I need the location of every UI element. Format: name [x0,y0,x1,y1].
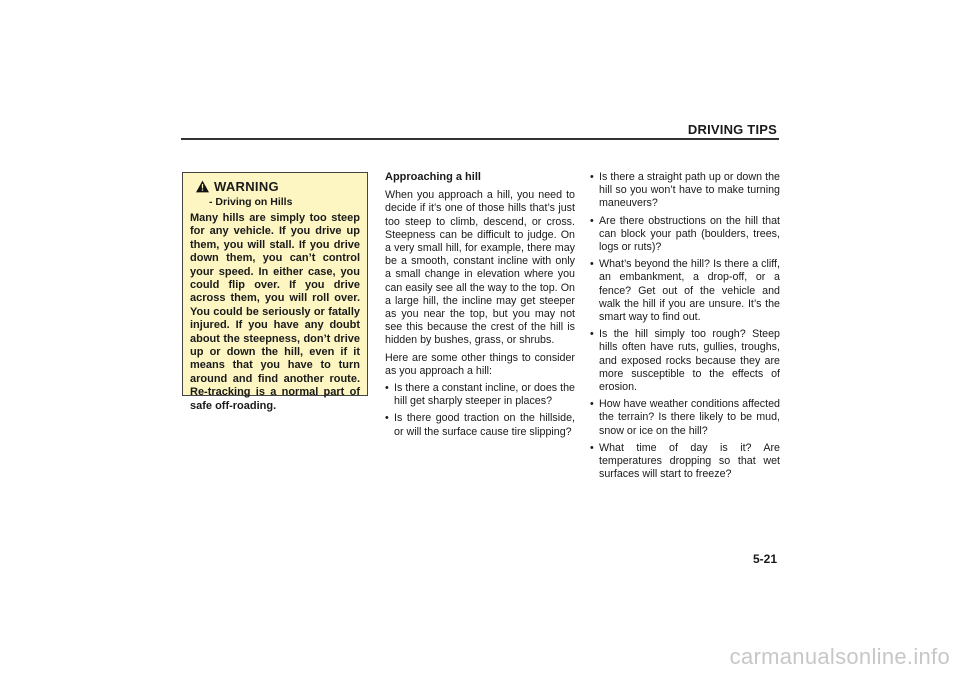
warning-header [196,179,361,194]
warning-subtitle: - Driving on Hills [209,196,293,208]
bullet-list [590,171,780,481]
warning-body: Many hills are simply too steep for any vehicle. If you drive up them, you will stall. If you drive down them, you can’t control your speed. In either case, you could flip over. If you drive across them, you will roll over. You could be seriously or fatally injured. If you have any doubt about the steepness, don’t drive up or down the hill, even if it means that you have to turn around and find another route. Re-tracking is a normal part of safe off-roading. [190,212,360,412]
middle-column [385,171,575,443]
list-item: • Is there good traction on the hillside, or will the surface cause tire slipping? [385,412,575,438]
page-number: 5-21 [752,552,777,566]
list-item: • What time of day is it? Are temperatures dropping so that wet surfaces will start to freeze? [590,442,780,482]
list-item: • Is the hill simply too rough? Steep hills often have ruts, gullies, troughs, and exposed rocks because they are more susceptible to the effects of erosion. [590,328,780,394]
bullet-list [385,382,575,439]
warning-title: WARNING [214,179,279,194]
warning-box [182,172,368,412]
section-header-title: DRIVING TIPS [687,122,777,137]
right-column [590,171,780,485]
list-item: • Are there obstructions on the hill that can block your path (boulders, trees, logs or ruts)? [590,215,780,255]
section-heading: Approaching a hill [385,171,481,183]
list-item: • Is there a constant incline, or does the hill get sharply steeper in places? [385,382,575,408]
list-item: • Is there a straight path up or down the hill so you won’t have to make turning maneuvers? [590,171,780,211]
warning-triangle-icon [196,180,209,193]
list-item: • How have weather conditions affected the terrain? Is there likely to be mud, snow or ice on the hill? [590,398,780,438]
paragraph: When you approach a hill, you need to decide if it’s one of those hills that’s just too steep to climb, descend, or cross. Steepness can be difficult to judge. On a very small hill, for example, there may be a smooth, constant incline with only a small change in elevation where you can easily see all the way to the top. On a large hill, the incline may get steeper as you near the top, but you may not see this because the crest of the hill is hidden by bushes, grass, or shrubs. [385,189,575,347]
list-item: • What’s beyond the hill? Is there a cliff, an embankment, a drop-off, or a fence? Get out of the vehicle and walk the hill if you are unsure. It’s the smart way to find out. [590,258,780,324]
paragraph: Here are some other things to consider as you approach a hill: [385,351,575,377]
header-divider [181,138,779,140]
watermark: carmanualsonline.info [729,644,950,669]
